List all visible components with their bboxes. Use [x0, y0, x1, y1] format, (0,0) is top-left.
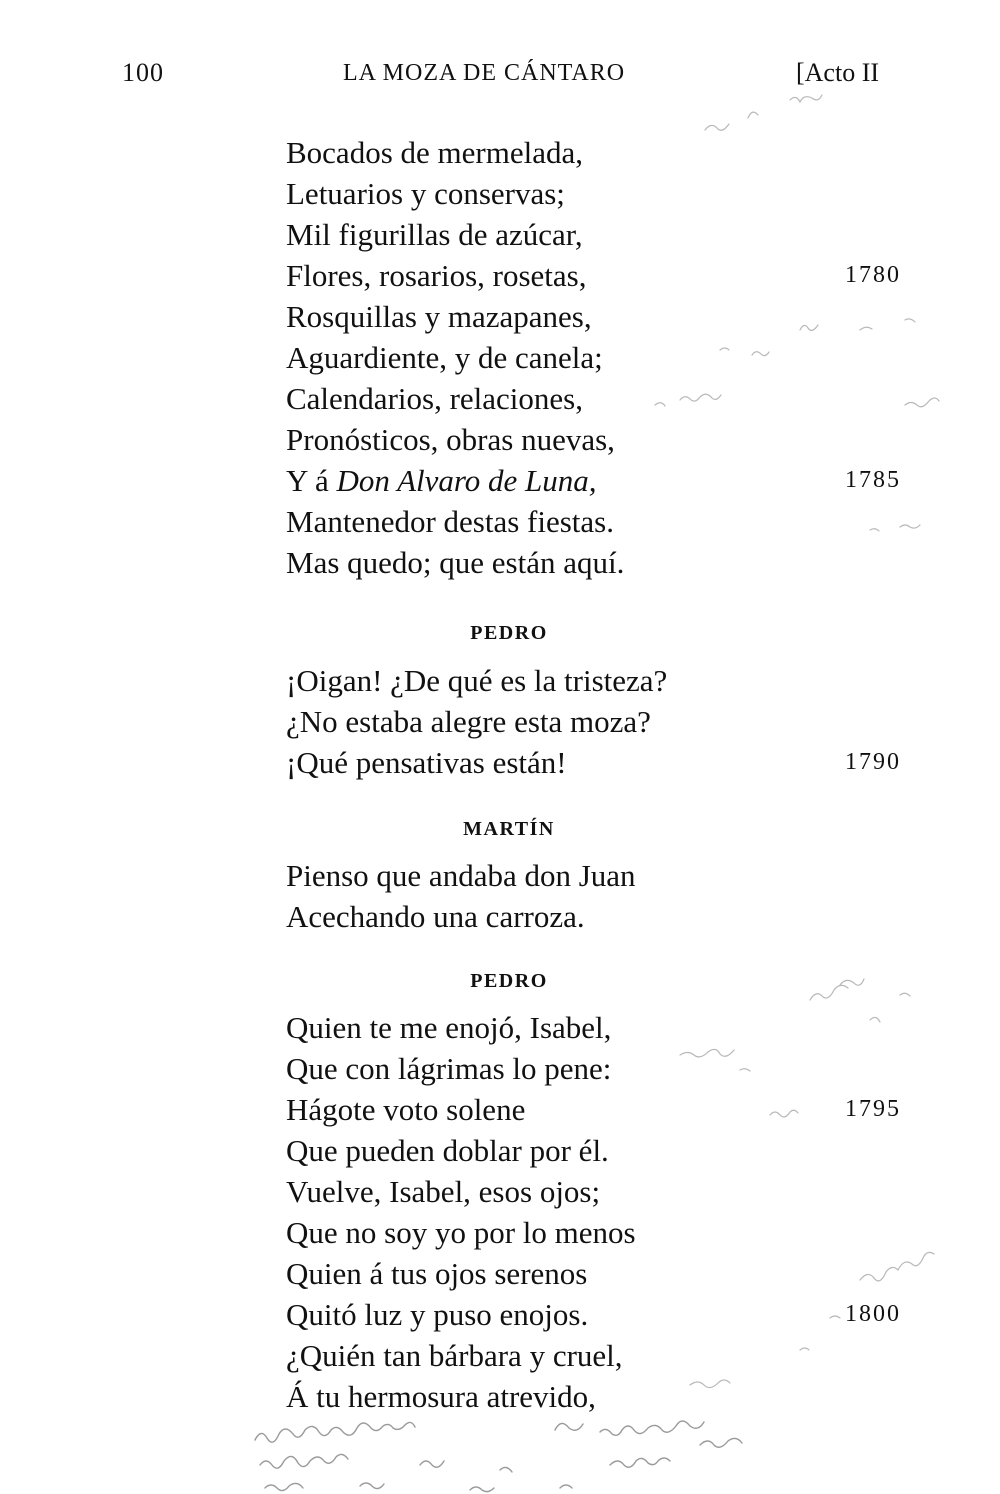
- verse-line: [0, 1048, 1000, 1089]
- line-number: 1785: [845, 467, 901, 493]
- verse-line: [0, 173, 1000, 214]
- verse-line: [0, 460, 1000, 501]
- verse-block-martin: [0, 855, 1000, 937]
- speaker-name: MARTÍN: [463, 818, 555, 840]
- verse-line: [0, 1212, 1000, 1253]
- line-number: 1795: [845, 1096, 901, 1122]
- verse-line: [0, 1294, 1000, 1335]
- verse-line: [0, 255, 1000, 296]
- verse-line: [0, 1130, 1000, 1171]
- verse-line: [0, 132, 1000, 173]
- marginalia-scribble: [255, 1422, 415, 1442]
- verse-line: [0, 501, 1000, 542]
- verse-text: ¿Quién tan bárbara y cruel,: [286, 1338, 623, 1373]
- verse-text: Rosquillas y mazapanes,: [286, 299, 592, 334]
- verse-text: Quien á tus ojos serenos: [286, 1256, 588, 1291]
- verse-text: Que pueden doblar por él.: [286, 1133, 609, 1168]
- marginalia-scribble: [265, 1483, 572, 1492]
- verse-text: ¡Qué pensativas están!: [286, 745, 567, 780]
- verse-text: Bocados de mermelada,: [286, 135, 583, 170]
- verse-text: Mantenedor destas fiestas.: [286, 504, 614, 539]
- act-label: [Acto II: [796, 58, 880, 87]
- verse-text: Calendarios, relaciones,: [286, 381, 583, 416]
- verse-text: Hágote voto solene: [286, 1092, 526, 1127]
- verse-block-pedro-1: [0, 660, 1000, 783]
- verse-text-italic: Don Alvaro de Luna,: [336, 463, 597, 498]
- page-header: [0, 58, 1000, 94]
- verse-text: Quien te me enojó, Isabel,: [286, 1010, 612, 1045]
- verse-line: [0, 337, 1000, 378]
- verse-line: [0, 660, 1000, 701]
- verse-line: [0, 896, 1000, 937]
- verse-text: ¡Oigan! ¿De qué es la tristeza?: [286, 663, 668, 698]
- verse-text: Letuarios y conservas;: [286, 176, 565, 211]
- verse-text-mixed: [286, 460, 597, 501]
- verse-line: [0, 1376, 1000, 1417]
- verse-text: Pronósticos, obras nuevas,: [286, 422, 615, 457]
- line-number: 1780: [845, 262, 901, 288]
- line-number: 1790: [845, 749, 901, 775]
- verse-line: [0, 1007, 1000, 1048]
- verse-line: [0, 1335, 1000, 1376]
- verse-line: [0, 742, 1000, 783]
- verse-text: Flores, rosarios, rosetas,: [286, 258, 587, 293]
- marginalia-scribble: [705, 95, 822, 130]
- verse-text: Á tu hermosura atrevido,: [286, 1379, 596, 1414]
- verse-text: Que no soy yo por lo menos: [286, 1215, 636, 1250]
- verse-text: ¿No estaba alegre esta moza?: [286, 704, 651, 739]
- speaker-name: PEDRO: [470, 970, 548, 992]
- verse-text: Aguardiente, y de canela;: [286, 340, 603, 375]
- page-number: 100: [122, 58, 164, 87]
- verse-line: [0, 542, 1000, 583]
- verse-line: [0, 1089, 1000, 1130]
- verse-text: Quitó luz y puso enojos.: [286, 1297, 589, 1332]
- marginalia-scribble: [260, 1438, 742, 1472]
- verse-block-pedro-2: [0, 1007, 1000, 1417]
- verse-line: [0, 1171, 1000, 1212]
- verse-text: Pienso que andaba don Juan: [286, 858, 636, 893]
- marginalia-scribble: [555, 1421, 704, 1435]
- speaker-name: PEDRO: [470, 622, 548, 644]
- verse-line: [0, 419, 1000, 460]
- verse-block-opening: [0, 132, 1000, 583]
- running-title: LA MOZA DE CÁNTARO: [343, 60, 626, 86]
- verse-line: [0, 296, 1000, 337]
- verse-line: [0, 701, 1000, 742]
- verse-text: Mil figurillas de azúcar,: [286, 217, 583, 252]
- line-number: 1800: [845, 1301, 901, 1327]
- verse-line: [0, 1253, 1000, 1294]
- verse-text-prefix: Y á: [286, 463, 337, 498]
- verse-text: Acechando una carroza.: [286, 899, 585, 934]
- verse-text: Que con lágrimas lo pene:: [286, 1051, 612, 1086]
- verse-text: Mas quedo; que están aquí.: [286, 545, 625, 580]
- verse-text: Vuelve, Isabel, esos ojos;: [286, 1174, 601, 1209]
- verse-line: [0, 214, 1000, 255]
- verse-line: [0, 855, 1000, 896]
- verse-line: [0, 378, 1000, 419]
